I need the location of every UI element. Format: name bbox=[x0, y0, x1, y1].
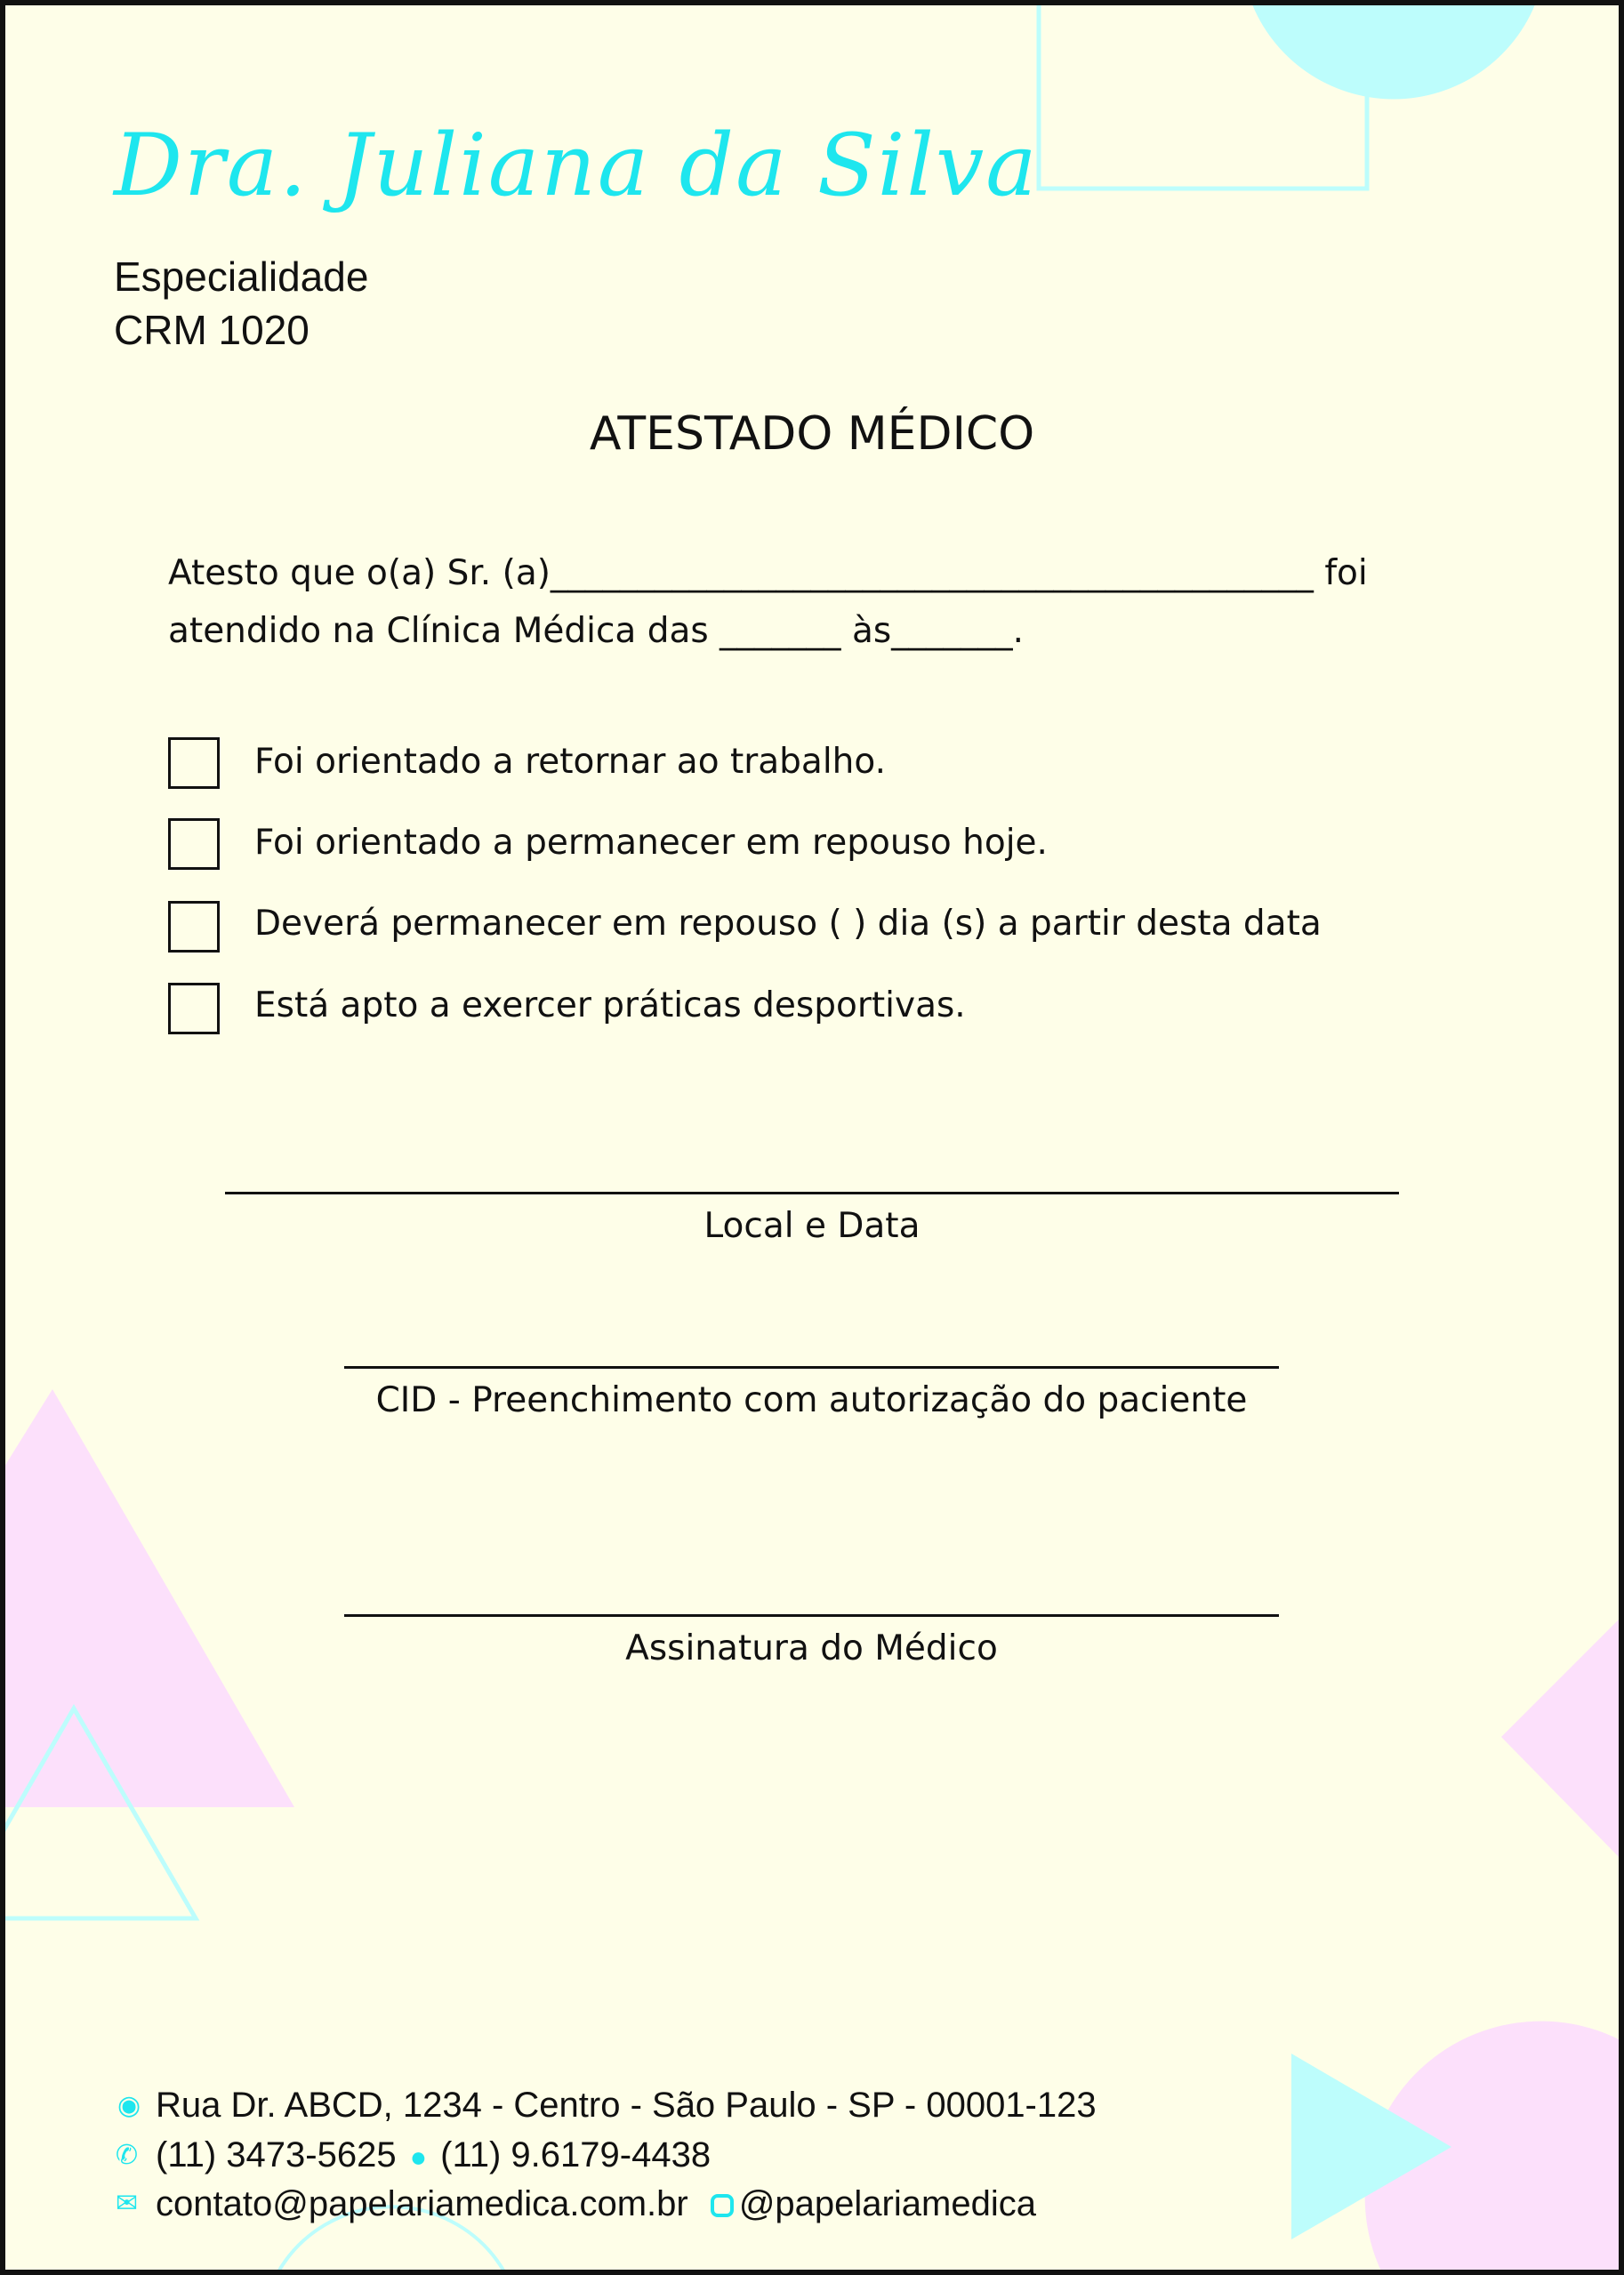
top-cyan-circle bbox=[1250, 0, 1537, 99]
local-date-line bbox=[225, 1192, 1399, 1194]
option-label: Foi orientado a permanecer em repouso hoje. bbox=[254, 823, 1048, 863]
address: Rua Dr. ABCD, 1234 - Centro - São Paulo - SP - 00001-123 bbox=[156, 2086, 1097, 2125]
attest-line-1: Atesto que o(a) Sr. (a)____________________________________________ foi bbox=[168, 553, 1368, 593]
checkbox-rest-today[interactable] bbox=[168, 818, 220, 870]
left-pink-triangle bbox=[0, 1389, 294, 1807]
cid-label: CID - Preenchimento com autorização do paciente bbox=[375, 1380, 1248, 1420]
signature-line bbox=[344, 1614, 1279, 1617]
attest-line-2: atendido na Clínica Médica das _______ às_______. bbox=[168, 611, 1025, 651]
right-pink-diamond bbox=[1501, 1614, 1624, 1862]
checkbox-rest-days[interactable] bbox=[168, 901, 220, 953]
option-label: Foi orientado a retornar ao trabalho. bbox=[254, 742, 886, 782]
phone-icon: ✆ bbox=[116, 2140, 139, 2171]
crm-number: CRM 1020 bbox=[114, 307, 310, 353]
signature-label: Assinatura do Médico bbox=[625, 1628, 998, 1668]
checkbox-return-work[interactable] bbox=[168, 737, 220, 789]
instagram-handle: @papelariamedica bbox=[738, 2184, 1036, 2223]
email-icon: ✉ bbox=[116, 2188, 139, 2219]
option-label: Está apto a exercer práticas desportivas. bbox=[254, 985, 966, 1025]
whatsapp-icon: ● bbox=[409, 2141, 428, 2173]
local-date-label: Local e Data bbox=[703, 1206, 921, 1246]
phone-row bbox=[156, 2135, 711, 2175]
document-title: ATESTADO MÉDICO bbox=[589, 407, 1035, 461]
whatsapp-number: (11) 9.6179-4438 bbox=[440, 2135, 712, 2175]
email-address: contato@papelariamedica.com.br bbox=[156, 2184, 688, 2223]
instagram-icon bbox=[711, 2194, 734, 2217]
checkbox-sports-fit[interactable] bbox=[168, 983, 220, 1034]
option-label: Deverá permanecer em repouso ( ) dia (s) a partir desta data bbox=[254, 904, 1322, 944]
doctor-name: Dra. Juliana da Silva bbox=[114, 116, 1039, 215]
specialty: Especialidade bbox=[114, 253, 369, 300]
location-pin-icon: ◉ bbox=[117, 2090, 141, 2121]
contact-row bbox=[156, 2184, 1036, 2224]
phone-number: (11) 3473-5625 bbox=[156, 2135, 397, 2175]
cid-line bbox=[344, 1366, 1279, 1369]
